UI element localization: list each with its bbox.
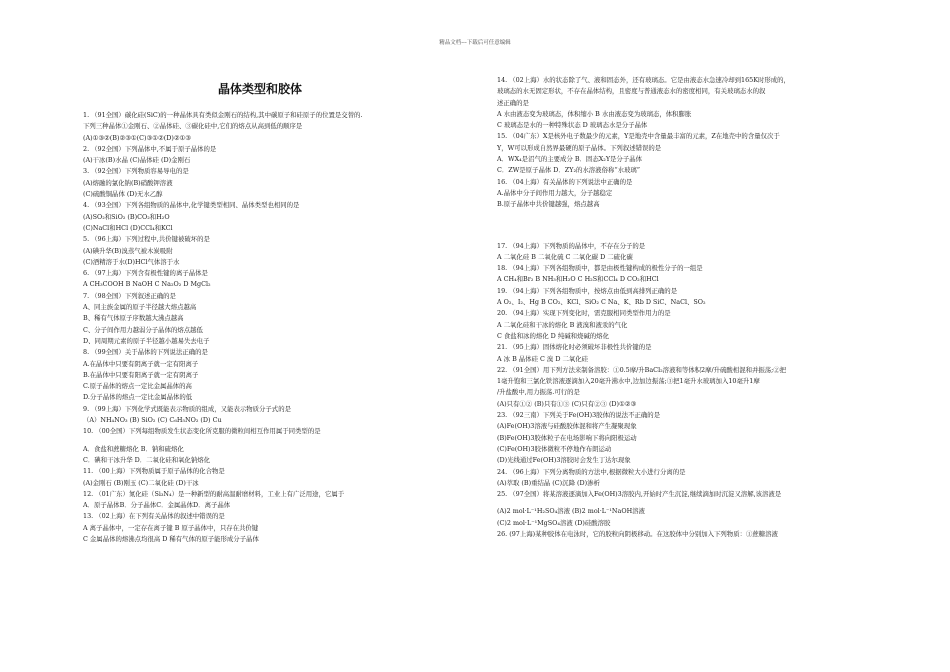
question-line: C、分子间作用力越弱分子晶体的熔点越低 xyxy=(83,325,203,334)
question-line: 1毫升饱和三氯化铁溶液逐滴加入20毫升沸水中,边加边振荡;③把1毫升水玻璃加入10毫升1摩 xyxy=(497,377,760,386)
question-line: 26. (97上海)某种胶体在电泳时，它的胶粒向阴极移动。在这胶体中分别加入下列物质：①蔗糖溶液 xyxy=(497,529,778,538)
question-line: 下列三种晶体①金刚石、②晶体硅、③碳化硅中,它们的熔点从高到低的顺序是 xyxy=(83,122,303,131)
question-line: A 二氧化硅和干冰的熔化 B 液溴和液汞的气化 xyxy=(497,320,628,329)
question-line: D.分子晶体的熔点一定比金属晶体的低 xyxy=(83,393,193,402)
question-line: A 冰 B 晶体硅 C 溴 D 二氧化硅 xyxy=(497,354,589,363)
question-line: A．食盐和蔗糖熔化 B．钠和硫熔化 xyxy=(83,444,184,453)
question-line: (A)干冰(B)水晶 (C)晶体硅 (D)金刚石 xyxy=(83,156,191,165)
page-title: 晶体类型和胶体 xyxy=(217,82,302,96)
question-line: （A）NH₄NO₃ (B) SiO₂ (C) C₆H₅NO₂ (D) Cu xyxy=(83,416,222,425)
question-line: 11. （00上海）下列物质属于原子晶体的化合物是 xyxy=(83,467,225,476)
question-line: 17. （94上海）下列物质的晶体中，不存在分子的是 xyxy=(497,241,646,250)
question-line: C 食盐和冰的熔化 D 纯碱和烧碱的熔化 xyxy=(497,331,609,340)
question-line: B.原子晶体中共价键越强，熔点越高 xyxy=(497,200,600,209)
question-line: 6. （97上海）下列含有极性键的离子晶体是 xyxy=(83,269,208,278)
question-line: (C)酒精溶于水(D)HCl气体溶于水 xyxy=(83,257,180,266)
question-line: (A)熔融的氯化钠(B)硝酸钾溶液 xyxy=(83,178,173,187)
question-line: 2. （92全国）下列晶体中,不属于原子晶体的是 xyxy=(83,144,217,153)
question-line: (B)Fe(OH)3胶体粒子在电场影响下将向阳极运动 xyxy=(497,433,637,442)
question-line: 18. （94上海）下列各组物质中，都是由极性键构成的极性分子的一组是 xyxy=(497,264,703,273)
question-line: C 玻璃态是水的一种特殊状态 D 玻璃态水是分子晶体 xyxy=(497,121,648,130)
question-line: 13. （02上海）在下列有关晶体的叙述中错误的是 xyxy=(83,512,225,521)
question-line: A．原子晶体B．分子晶体C．金属晶体D．离子晶体 xyxy=(83,501,231,510)
question-line: C．ZW是原子晶体 D．ZY₂的水溶液俗称“水玻璃” xyxy=(497,166,641,175)
question-line: (A)Fe(OH)3溶液与硅酸胶体混和将产生凝聚现象 xyxy=(497,422,637,431)
question-line: (C)硫酸铜晶体 (D)无水乙醇 xyxy=(83,190,163,199)
question-line: C.原子晶体的熔点一定比金属晶体的高 xyxy=(83,382,192,391)
question-line: A．WX₄是沼气的主要成分 B．固态X₂Y是分子晶体 xyxy=(497,155,642,164)
left-column xyxy=(83,110,483,545)
question-line: 9. （99上海）下列化学式既能表示物质的组成，又能表示物质分子式的是 xyxy=(83,404,291,413)
question-line: (C)Fe(OH)3胶体微粒不停地作布朗运动 xyxy=(497,444,612,453)
question-line: A.在晶体中只要有阴离子就一定有阳离子 xyxy=(83,359,199,368)
question-line: A.晶体中分子间作用力越大，分子越稳定 xyxy=(497,188,613,197)
question-line: (A)2 mol·L⁻¹H₂SO₄溶液 (B)2 mol·L⁻¹NaOH溶液 xyxy=(497,507,645,516)
question-line: 7. （98全国）下列叙述正确的是 xyxy=(83,291,176,300)
question-line: D、同周期元素的原子半径越小越易失去电子 xyxy=(83,336,210,345)
question-line: (A)SO₂和SiO₂ (B)CO₂和H₂O xyxy=(83,212,170,221)
question-line: 21. （95上海）固体熔化时必须破坏非极性共价键的是 xyxy=(497,343,652,352)
question-line: A CH₄和Br₂ B NH₃和H₂O C H₂S和CCl₄ D CO₂和HCl xyxy=(497,275,659,284)
question-line: (A)只有①② (B)只有①③ (C)只有②③ (D)①②③ xyxy=(497,399,637,408)
question-line: 10. （00全国）下列每组物质发生状态变化所克服的微粒间相互作用属于同类型的是 xyxy=(83,427,321,436)
question-line: B.在晶体中只要有阳离子就一定有阴离子 xyxy=(83,370,199,379)
right-column xyxy=(497,75,892,540)
question-line: 14. （02上海）水的状态除了气、液和固态外，还有玻璃态。它是由液态水急速冷却到165K时形成的， xyxy=(497,76,790,84)
question-line: 12. （01广东）氮化硅（Si₃N₄）是一种新型的耐高温耐磨材料，工业上有广泛用途，它属于 xyxy=(83,489,345,498)
question-line: C．碘和干冰升华 D．二氧化硅和氧化钠熔化 xyxy=(83,455,211,464)
question-line: 玻璃态的水无固定形状，不存在晶体结构，且密度与普通液态水的密度相同，有关玻璃态水的叙 xyxy=(497,87,766,96)
question-line: 1. （91全国）碳化硅(SiC)的一种晶体具有类似金刚石的结构,其中碳原子和硅原子的位置是交替的. xyxy=(83,111,363,119)
question-line: 23. （92三南）下列关于Fe(OH)3胶体的说法不正确的是 xyxy=(497,411,661,420)
question-line: 19. （94上海）下列各组物质中，按熔点由低到高排列正确的是 xyxy=(497,286,678,295)
question-line: 20. （94上海）实现下列变化时，需克服相同类型作用力的是 xyxy=(497,309,671,318)
question-line: C 金属晶体的熔沸点均很高 D 稀有气体的原子能形成分子晶体 xyxy=(83,534,259,543)
question-line: 8. （99全国）关于晶体的下列说法正确的是 xyxy=(83,348,208,357)
question-line: (A)①③②(B)②③①(C)③①②(D)②①③ xyxy=(83,133,192,142)
question-line: 述正确的是 xyxy=(497,98,529,107)
question-line: Y，W可以形成自然界最硬的原子晶体。下列叙述错误的是 xyxy=(497,143,662,152)
question-line: A、同主族金属的原子半径越大熔点越高 xyxy=(83,303,197,312)
question-line: 24. （96上海）下列分离物质的方法中,根据微粒大小进行分离的是 xyxy=(497,467,686,476)
question-line: (A)萃取 (B)重结晶 (C)沉降 (D)渗析 xyxy=(497,478,600,487)
question-line: 16. （04上海）有关晶体的下列说法中正确的是 xyxy=(497,177,633,186)
question-line: 25. （97全国）将某溶液逐滴加入Fe(OH)3溶胶内,开始时产生沉淀,继续滴加时沉淀又溶解,该溶液是 xyxy=(497,490,782,499)
question-line: 5. （96上海）下列过程中,共价键被破坏的是 xyxy=(83,235,210,244)
question-line: A 水由液态变为玻璃态，体积缩小 B 水由液态变为玻璃态，体积膨胀 xyxy=(497,109,692,118)
question-line: (C)NaCl和HCl (D)CCl₄和KCl xyxy=(83,223,173,232)
question-line: (A)金刚石 (B)刚玉 (C)二氧化硅 (D)干冰 xyxy=(83,478,199,487)
question-line: A CH₃COOH B NaOH C Na₂O₂ D MgCl₂ xyxy=(83,280,211,289)
page-header: 精品文档---下载后可任意编辑 xyxy=(439,40,511,46)
question-line: A O₂、I₂、Hg B CO₂、KCl、SiO₂ C Na、K、Rb D SiC、NaCl、SO₂ xyxy=(497,298,706,307)
question-line: (D)光线通过Fe(OH)3溶胶时会发生丁达尔现象 xyxy=(497,456,631,465)
question-line: B、稀有气体原子序数越大沸点越高 xyxy=(83,314,184,323)
question-line: A 离子晶体中，一定存在离子键 B 原子晶体中，只存在共价键 xyxy=(83,523,259,532)
question-line: 4. （93全国）下列各组物质的晶体中,化学键类型相同、晶体类型也相同的是 xyxy=(83,201,300,210)
question-line: A 二氧化硅 B 二氧化硫 C 二氧化碳 D 二硫化碳 xyxy=(497,252,633,261)
question-line: 15. （04广东）X是核外电子数最少的元素，Y是地壳中含量最丰富的元素，Z在地壳中的含量仅次于 xyxy=(497,132,780,141)
question-line: 22. （91全国）用下列方法来制备溶胶：①0.5摩/升BaCl₂溶液和等体积2摩/升硫酸相混和并振荡;②把 xyxy=(497,365,787,374)
question-line: /升盐酸中,用力振荡.可行的是 xyxy=(497,388,580,397)
question-line: (C)2 mol·L⁻¹MgSO₄溶液 (D)硅酸溶胶 xyxy=(497,518,611,527)
question-line: 3. （92全国）下列物质容易导电的是 xyxy=(83,167,189,176)
question-line: (A)碘升华(B)溴蒸气被木炭吸附 xyxy=(83,246,173,255)
